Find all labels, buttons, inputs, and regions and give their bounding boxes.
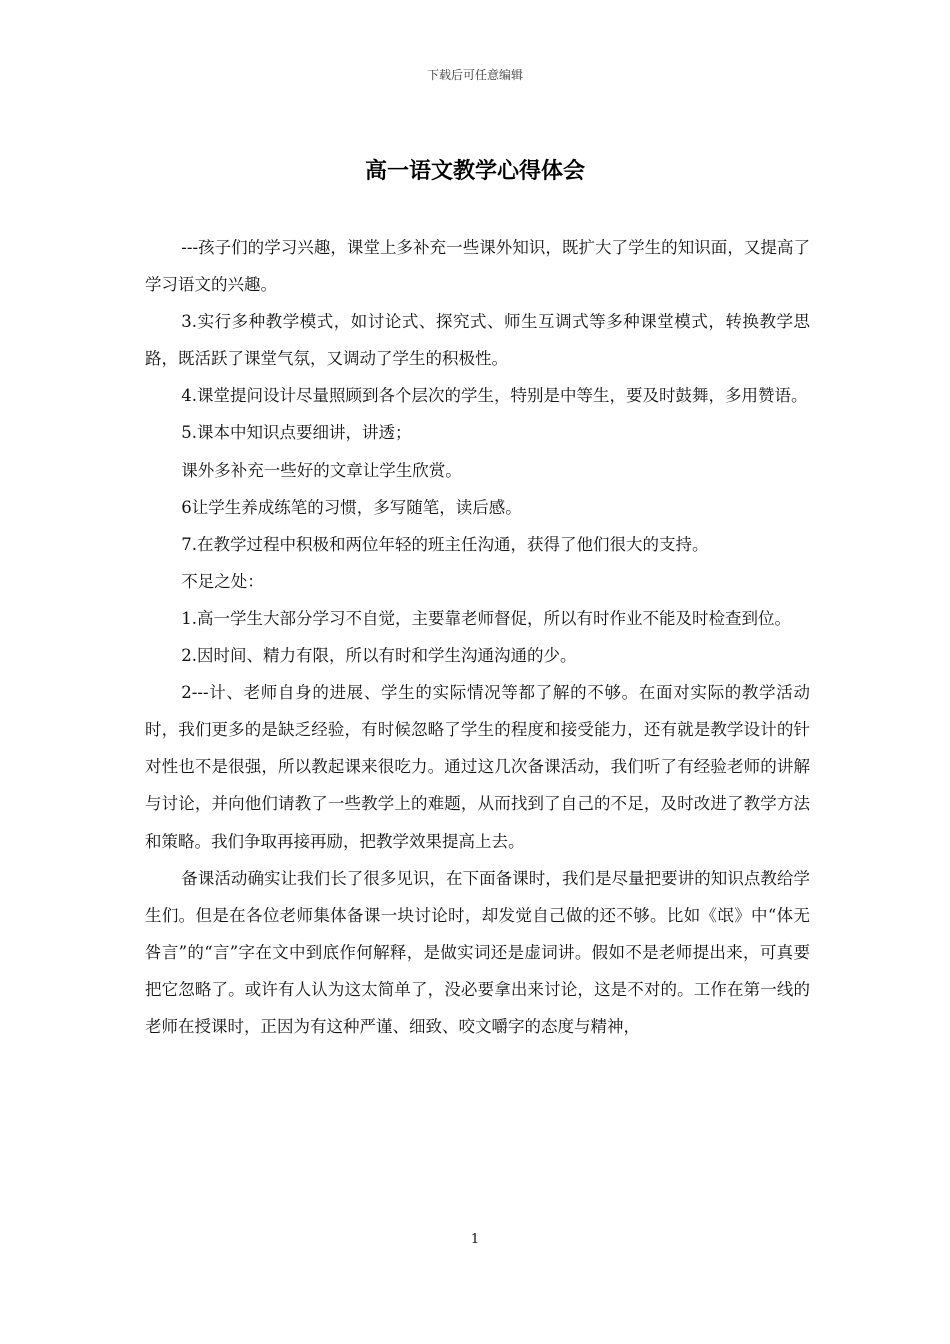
paragraph: 4.课堂提问设计尽量照顾到各个层次的学生，特别是中等生，要及时鼓舞，多用赞语。	[181, 386, 808, 406]
page-number: 1	[470, 1232, 480, 1247]
paragraph: 课外多补充一些好的文章让学生欣赏。	[181, 460, 462, 480]
document-title: 高一语文教学心得体会	[364, 158, 585, 184]
paragraph: 5.课本中知识点要细讲，讲透；	[181, 423, 412, 443]
paragraph: 备课活动确实让我们长了很多见识，在下面备课时，我们是尽量把要讲的知识点教给学生们。但是在各位老师集体备课一块讨论时，却发觉自己做的还不够。比如《氓》中“体无咎言”的“言”字在文中到底作何解释，是做实词还是虚词讲。假如不是老师提出来，可真要把它忽略了。或许有人认为这太简单了，没必要拿出来讨论，这是不对的。工作在第一线的老师在授课时，正因为有这种严谨、细致、咬文嚼字的态度与精神，	[145, 868, 810, 1036]
paragraph: 1.高一学生大部分学习不自觉，主要靠老师督促，所以有时作业不能及时检查到位。	[181, 608, 792, 628]
document-body	[145, 229, 810, 1045]
paragraph: 2.因时间、精力有限，所以有时和学生沟通沟通的少。	[181, 646, 577, 666]
paragraph: 2---计、老师自身的进展、学生的实际情况等都了解的不够。在面对实际的教学活动时，我们更多的是缺乏经验，有时候忽略了学生的程度和接受能力，还有就是教学设计的针对性也不是很强，所以教起课来很吃力。通过这几次备课活动，我们听了有经验老师的讲解与讨论，并向他们请教了一些教学上的难题，从而找到了自己的不足，及时改进了教学方法和策略。我们争取再接再励，把教学效果提高上去。	[145, 683, 810, 851]
paragraph: 不足之处：	[181, 571, 264, 591]
page-header: 下载后可任意编辑	[426, 68, 523, 82]
paragraph: 6让学生养成练笔的习惯，多写随笔，读后感。	[181, 497, 522, 517]
paragraph: 7.在教学过程中积极和两位年轻的班主任沟通，获得了他们很大的支持。	[181, 534, 709, 554]
paragraph: 3.实行多种教学模式，如讨论式、探究式、师生互调式等多种课堂模式，转换教学思路，既活跃了课堂气氛，又调动了学生的积极性。	[145, 312, 810, 369]
paragraph: ---孩子们的学习兴趣，课堂上多补充一些课外知识，既扩大了学生的知识面，又提高了学习语文的兴趣。	[145, 238, 810, 295]
